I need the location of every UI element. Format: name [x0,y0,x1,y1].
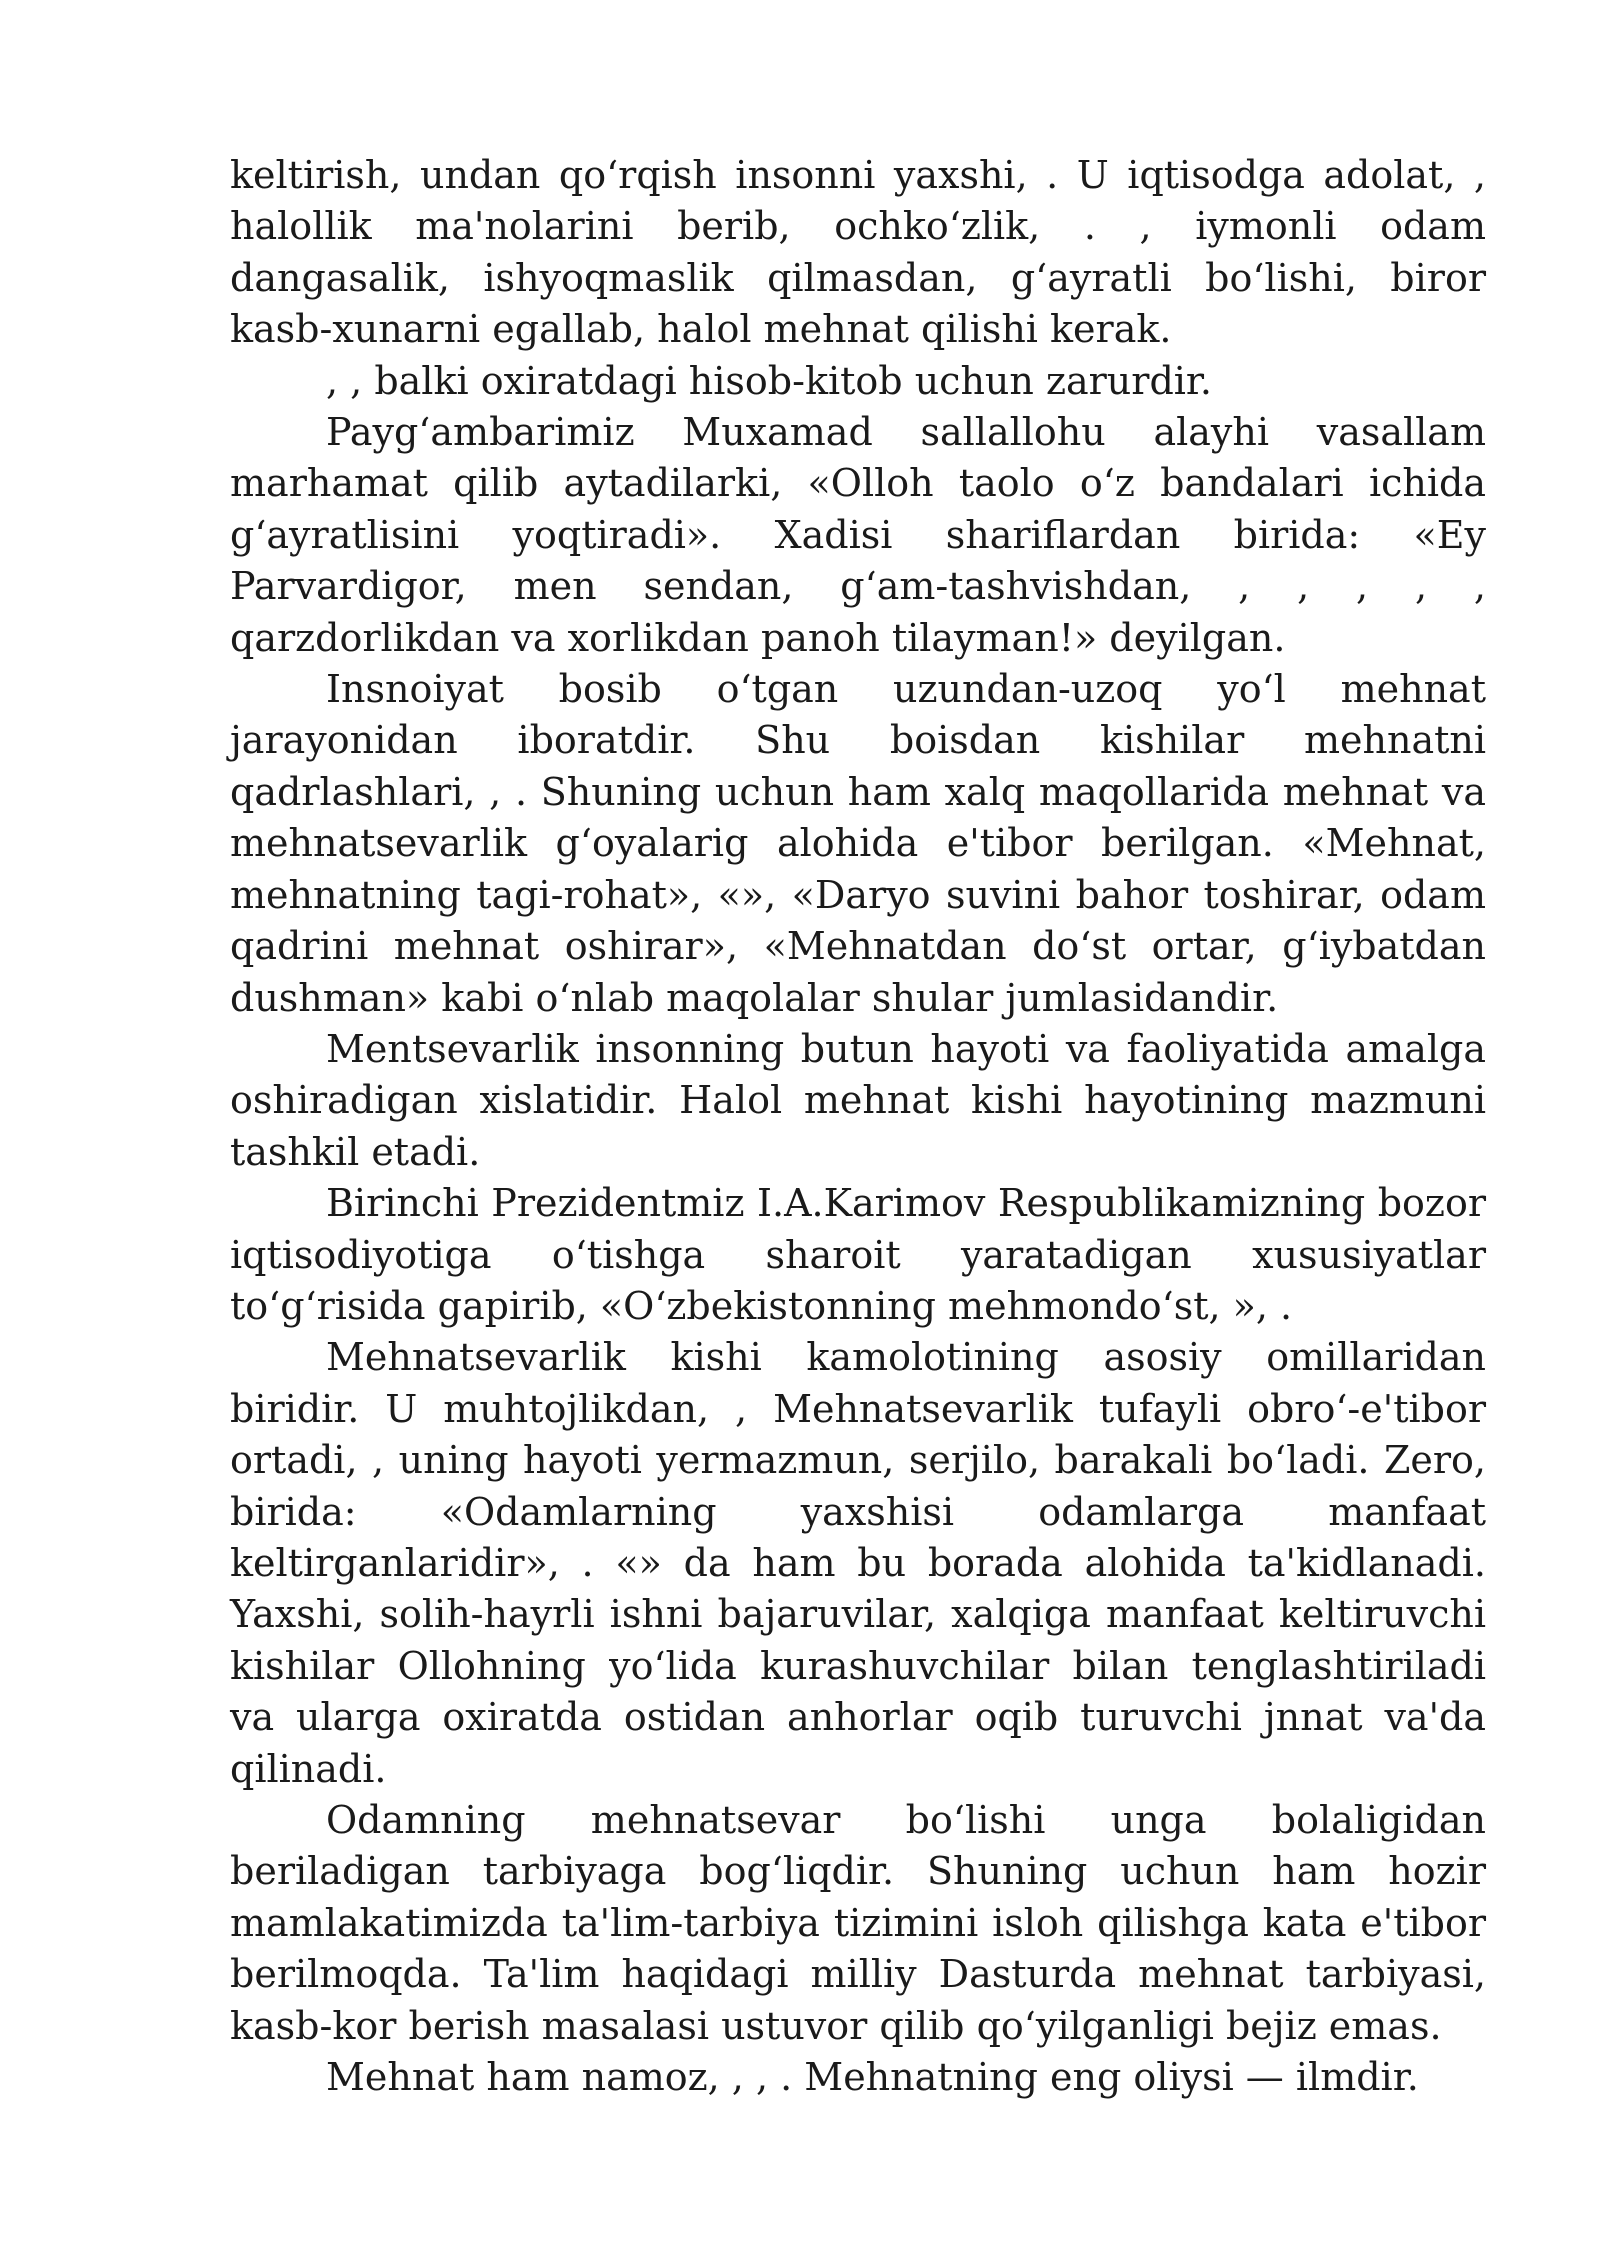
paragraph-6: Birinchi Prezidentmiz I.A.Karimov Respublikamizning bozor iqtisodiyotiga o‘tishga sharoit yaratadigan xususiyatlar to‘g‘risida gapirib, «O‘zbekistonning mehmondo‘st, », . [230,1181,1486,1328]
paragraph-9: Mehnat ham namoz, , , . Mehnatning eng oliysi — ilmdir. [326,2055,1419,2100]
paragraph-7: Mehnatsevarlik kishi kamolotining asosiy omillaridan biridir. U muhtojlikdan, , Mehnatsevarlik tufayli obro‘-e'tibor ortadi, , uning hayoti yermazmun, serjilo, barakali bo‘ladi. Zero, birida: «Odamlarning yaxshisi odamlarga manfaat keltirganlaridir», . «» da ham bu borada alohida ta'kidlanadi. Yaxshi, solih-hayrli ishni bajaruvilar, xalqiga manfaat keltiruvchi kishilar Ollohning yo‘lida kurashuvchilar bilan tenglashtiriladi va ularga oxiratda ostidan anhorlar oqib turuvchi jnnat va'da qilinadi. [230,1335,1486,1791]
document-page [230,150,1486,2103]
paragraph-3: Payg‘ambarimiz Muxamad sallallohu alayhi vasallam marhamat qilib aytadilarki, «Olloh taolo o‘z bandalari ichida g‘ayratlisini yoqtiradi». Xadisi shariflardan birida: «Ey Parvardigor, men sendan, g‘am-tashvishdan, , , , , , qarzdorlikdan va xorlikdan panoh tilayman!» deyilgan. [230,410,1486,660]
paragraph-2: , , balki oxiratdagi hisob-kitob uchun zarurdir. [326,358,1212,403]
paragraph-8: Odamning mehnatsevar bo‘lishi unga bolaligidan beriladigan tarbiyaga bog‘liqdir. Shuning uchun ham hozir mamlakatimizda ta'lim-tarbiya tizimini isloh qilishga kata e'tibor berilmoqda. Ta'lim haqidagi milliy Dasturda mehnat tarbiyasi, kasb-kor berish masalasi ustuvor qilib qo‘yilganligi bejiz emas. [230,1798,1486,2048]
paragraph-1: keltirish, undan qo‘rqish insonni yaxshi, . U iqtisodga adolat, , halollik ma'nolarini berib, ochko‘zlik, . , iymonli odam dangasalik, ishyoqmaslik qilmasdan, g‘ayratli bo‘lishi, biror kasb-xunarni egallab, halol mehnat qilishi kerak. [230,153,1486,352]
paragraph-5: Mentsevarlik insonning butun hayoti va faoliyatida amalga oshiradigan xislatidir. Halol mehnat kishi hayotining mazmuni tashkil etadi. [230,1026,1486,1174]
paragraph-4: Insnoiyat bosib o‘tgan uzundan-uzoq yo‘l mehnat jarayonidan iboratdir. Shu boisdan kishilar mehnatni qadrlashlari, , . Shuning uchun ham xalq maqollarida mehnat va mehnatsevarlik g‘oyalarig alohida e'tibor berilgan. «Mehnat, mehnatning tagi-rohat», «», «Daryo suvini bahor toshirar, odam qadrini mehnat oshirar», «Mehnatdan do‘st ortar, g‘iybatdan dushman» kabi o‘nlab maqolalar shular jumlasidandir. [230,667,1486,1020]
